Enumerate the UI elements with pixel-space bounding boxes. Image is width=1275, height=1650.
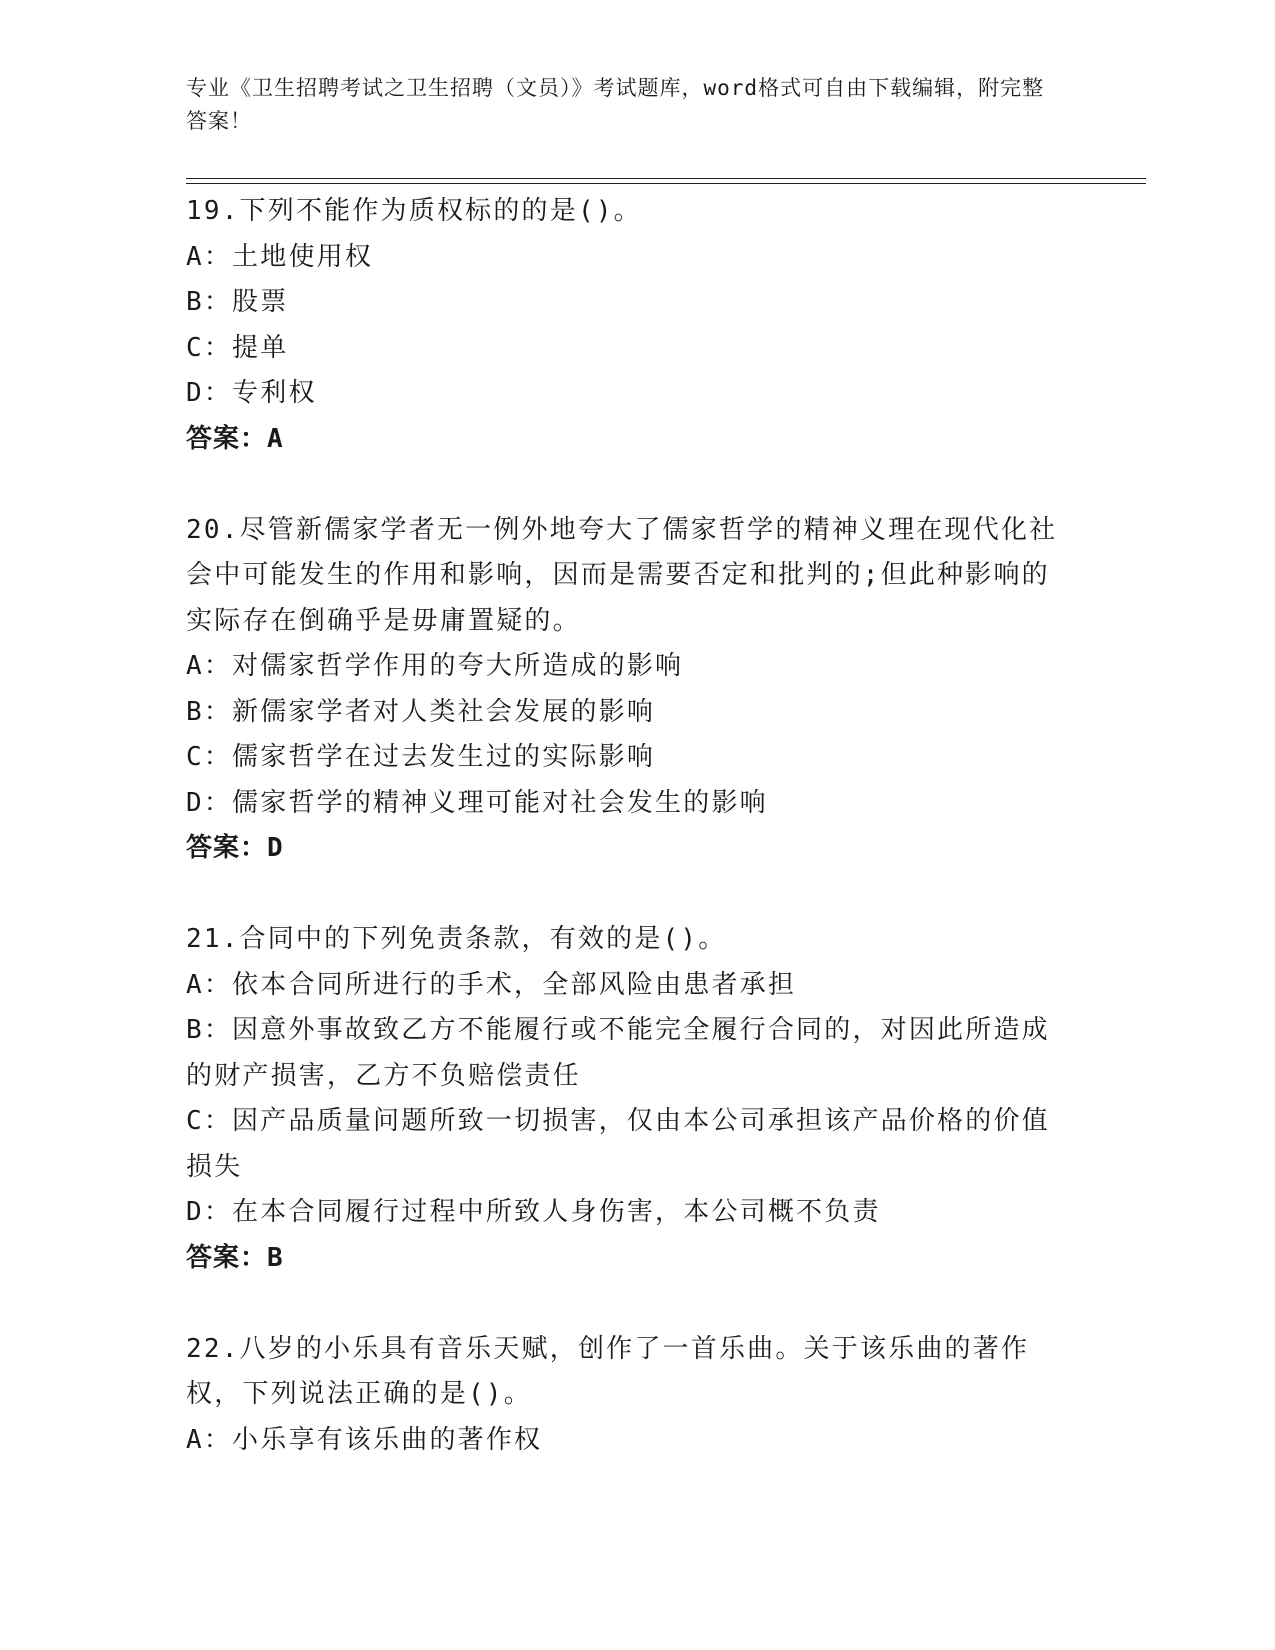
question-21: [186, 917, 1066, 1281]
question-19: [186, 189, 1066, 462]
question-20: [186, 508, 1066, 872]
option-c: C：提单: [186, 332, 289, 363]
header-divider-top: [186, 178, 1146, 179]
answer-label: 答案：D: [186, 833, 284, 863]
option-d: D：儒家哲学的精神义理可能对社会发生的影响: [186, 787, 768, 818]
answer-label: 答案：A: [186, 423, 284, 454]
option-a: A：对儒家哲学作用的夸大所造成的影响: [186, 651, 684, 681]
header-text: 专业《卫生招聘考试之卫生招聘（文员）》考试题库，word格式可自由下载编辑，附完整答案！: [186, 76, 1045, 133]
option-a: A：土地使用权: [186, 241, 374, 272]
page-header: [186, 72, 1066, 138]
option-b: B：因意外事故致乙方不能履行或不能完全履行合同的，对因此所造成的财产损害，乙方不负赔偿责任: [186, 1015, 1050, 1091]
option-b: B：股票: [186, 287, 289, 317]
answer-label: 答案：B: [186, 1242, 284, 1273]
question-list: [186, 189, 1066, 1463]
question-stem: 21.合同中的下列免责条款，有效的是()。: [186, 924, 727, 954]
question-gap: [186, 462, 1066, 508]
header-divider-bottom: [186, 183, 1146, 184]
option-d: D：专利权: [186, 378, 317, 408]
question-gap: [186, 872, 1066, 918]
option-a: A：小乐享有该乐曲的著作权: [186, 1424, 543, 1455]
question-stem: 22.八岁的小乐具有音乐天赋，创作了一首乐曲。关于该乐曲的著作权，下列说法正确的是()。: [186, 1333, 1030, 1409]
option-a: A：依本合同所进行的手术，全部风险由患者承担: [186, 969, 797, 1000]
option-c: C：儒家哲学在过去发生过的实际影响: [186, 742, 656, 772]
option-d: D：在本合同履行过程中所致人身伤害，本公司概不负责: [186, 1197, 881, 1227]
question-stem: 19.下列不能作为质权标的的是()。: [186, 196, 642, 226]
question-stem: 20.尽管新儒家学者无一例外地夸大了儒家哲学的精神义理在现代化社会中可能发生的作用和影响，因而是需要否定和批判的;但此种影响的实际存在倒确乎是毋庸置疑的。: [186, 514, 1058, 636]
question-gap: [186, 1281, 1066, 1327]
option-c: C：因产品质量问题所致一切损害，仅由本公司承担该产品价格的价值损失: [186, 1106, 1050, 1182]
option-b: B：新儒家学者对人类社会发展的影响: [186, 696, 656, 727]
question-22: [186, 1327, 1066, 1464]
